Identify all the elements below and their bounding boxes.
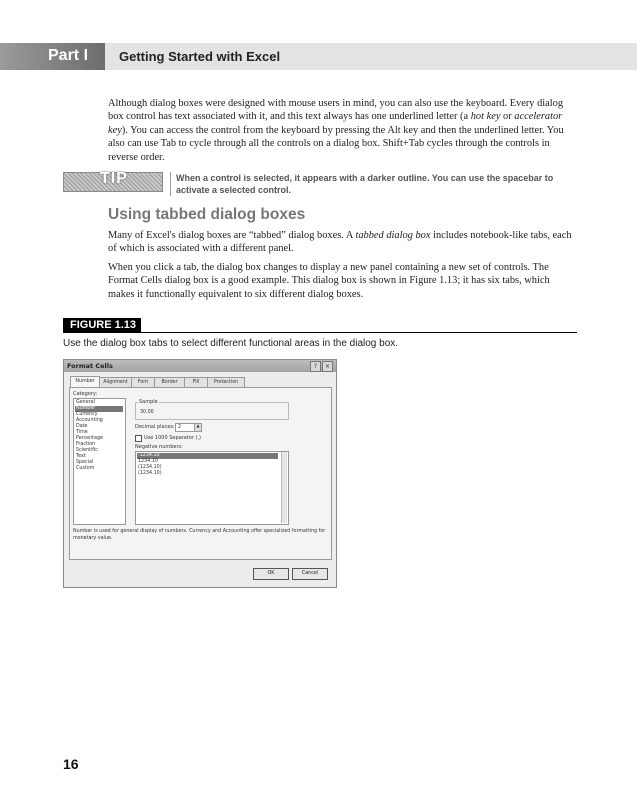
para1-term-accelerator-key: accelerator key [108,111,563,136]
cancel-button[interactable]: Cancel [292,568,328,580]
decimal-places-label: Decimal places: [135,424,175,430]
category-item[interactable]: Text [76,454,86,459]
figure-caption: Use the dialog box tabs to select different functional areas in the dialog box. [63,338,399,349]
paragraph-keyboard [108,97,576,164]
category-item[interactable]: Scientific [76,448,98,453]
negative-number-item[interactable]: (1234.10) [138,471,162,476]
category-item[interactable]: Currency [76,412,98,417]
tab-protection[interactable]: Protection [207,377,245,387]
ok-button[interactable]: OK [253,568,289,580]
help-button[interactable]: ? [310,361,321,372]
tab-border[interactable]: Border [154,377,185,387]
section-heading: Using tabbed dialog boxes [108,206,306,223]
tab-alignment[interactable]: Alignment [99,377,132,387]
close-button[interactable]: × [322,361,333,372]
category-item[interactable]: Special [76,460,94,465]
category-item[interactable]: Date [76,424,88,429]
part-label: Part I [48,47,89,64]
tab-fill[interactable]: Fill [184,377,208,387]
category-item[interactable]: Custom [76,466,95,471]
dialog-title-bar [64,360,336,372]
format-cells-dialog [63,359,337,588]
category-list[interactable] [73,398,126,525]
para2-term-tabbed-dialog-box: tabbed dialog box [355,230,431,241]
chapter-title: Getting Started with Excel [119,49,281,64]
paragraph-format-cells: When you click a tab, the dialog box changes to display a new panel containing a new set of controls. The Format Cells dialog box is a good example. This dialog box is shown in Figure 1.13; it has six tabs, which makes it functionally equivalent to six different dialog boxes. [108,262,550,300]
negative-number-item[interactable]: 1234.10 [138,459,158,464]
number-panel [69,387,332,560]
tab-number[interactable]: Number [70,376,100,388]
thousand-separator-label: Use 1000 Separator (,) [144,435,202,441]
dialog-title: Format Cells [67,362,113,370]
negative-number-item-selected[interactable]: -1234.10 [137,453,278,459]
category-item[interactable]: Time [76,430,88,435]
para1-text-b: or [500,111,515,123]
decimal-spin-button[interactable]: ▲ [194,423,202,432]
para1-text-a: Although dialog boxes were designed with mouse users in mind, you can also use the keyboard. Every dialog box control has text associated with it, and this text always has one underlined letter (a [108,98,564,123]
category-description: Number is used for general display of numbers. Currency and Accounting offer specialized formatting for monetary value. [73,529,326,541]
tab-font[interactable]: Font [131,377,155,387]
thousand-separator-checkbox[interactable] [135,435,142,442]
negative-numbers-label: Negative numbers: [135,444,183,450]
negative-numbers-list[interactable] [135,451,289,525]
negative-number-item[interactable]: (1234.10) [138,465,162,470]
negative-list-scrollbar[interactable] [281,452,287,523]
category-item-selected[interactable]: Number [75,406,123,412]
paragraph-tabbed [108,229,576,256]
sample-label: Sample [139,399,158,405]
tip-label: TIP [100,170,128,187]
sample-group [135,399,289,420]
para2-text-b: includes notebook-like tabs, each of which is associated with a different panel. [108,230,572,255]
tip-text: When a control is selected, it appears with a darker outline. You can use the spacebar to activate a selected control. [170,172,581,196]
decimal-places-input[interactable]: 2 [175,423,195,432]
category-item[interactable]: Fraction [76,442,96,447]
category-label: Category: [73,391,98,397]
para2-text-a: Many of Excel's dialog boxes are “tabbed” dialog boxes. A [108,230,356,241]
para1-text-c: ). You can access the control from the keyboard by pressing the Alt key and then the underlined letter. You also can use Tab to cycle through all the controls on a dialog box. Shift+Tab cycles through the controls in reverse order. [108,124,564,163]
para1-term-hot-key: hot key [470,111,501,123]
sample-value: 30.00 [140,410,154,415]
page-number: 16 [63,756,79,772]
figure-label: FIGURE 1.13 [70,319,137,331]
category-item[interactable]: Percentage [76,436,103,441]
category-item[interactable]: General [76,400,95,405]
category-item[interactable]: Accounting [76,418,103,423]
figure-rule [63,332,577,333]
